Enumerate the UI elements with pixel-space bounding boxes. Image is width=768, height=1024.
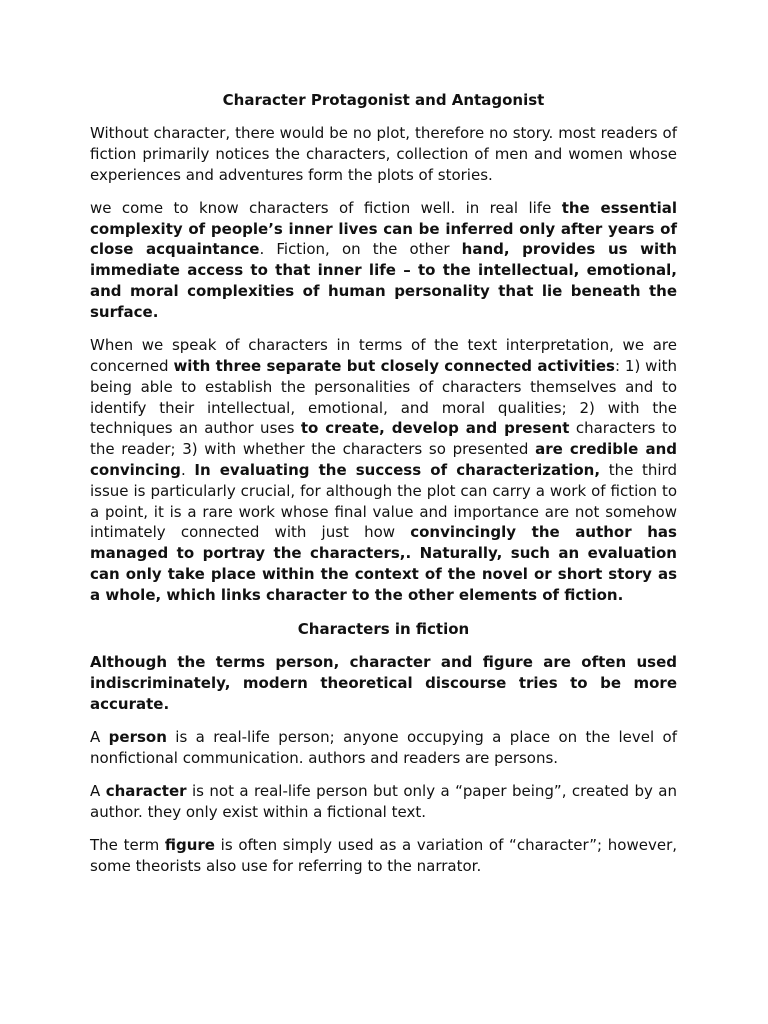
text-run: : 1) with being able to establish the personalities of characters themselves and to identify their intellectual, emotional, and moral qualities; 2) with the techniques an author uses <box>90 356 678 438</box>
paragraph-figure <box>90 835 677 877</box>
text-run: characters to the reader; 3) with whether the characters so presented <box>90 419 677 459</box>
document-page <box>90 89 677 889</box>
paragraph-intro <box>90 123 677 185</box>
text-run: Without character, there would be no plot, therefore no story. most readers of fiction primarily notices the characters, collection of men and women whose experiences and adventures form the plots of stories. <box>90 124 677 184</box>
bold-text-run: convincingly the author has managed to portray the characters,. Naturally, such an evaluation can only take place within the context of the novel or short story as a whole, which links character to the other elements of fiction. <box>90 523 677 604</box>
section-heading: Characters in fiction <box>297 620 470 639</box>
text-run: is a real-life person; anyone occupying a place on the level of nonfictional communication. authors and readers are persons. <box>90 727 678 767</box>
bold-text-run: are credible and convincing <box>90 440 677 479</box>
bold-text-run: character <box>105 782 187 801</box>
text-run: is often simply used as a variation of “character”; however, some theorists also use for referring to the narrator. <box>90 836 678 875</box>
paragraph-terms <box>90 652 677 714</box>
document-title: Character Protagonist and Antagonist <box>222 91 545 109</box>
text-run: A <box>90 782 106 801</box>
bold-text-run: In evaluating the success of characterization, <box>194 460 601 479</box>
text-run: When we speak of characters in terms of the text interpretation, we are concerned <box>90 336 677 375</box>
bold-text-run: Although the terms person, character and figure are often used indiscriminately, modern theoretical discourse tries to be more accurate. <box>90 653 677 713</box>
text-run: . <box>180 460 195 479</box>
paragraph-person <box>90 727 677 769</box>
text-run: the third issue is particularly crucial, for although the plot can carry a work of fiction to a point, it is a rare work whose final value and importance are not somehow intimately connected with just how <box>90 460 677 542</box>
paragraph-inner-life <box>90 198 677 323</box>
text-run: The term <box>90 836 165 855</box>
bold-text-run: person <box>108 727 167 746</box>
text-run: . Fiction, on the other <box>259 240 462 259</box>
text-run: A <box>90 727 109 746</box>
text-run: we come to know characters of fiction well. in real life <box>90 198 562 217</box>
bold-text-run: figure <box>164 836 215 855</box>
bold-text-run: with three separate but closely connected activities <box>173 356 615 375</box>
paragraph-activities <box>90 335 677 605</box>
bold-text-run: the essential complexity of people’s inner lives can be inferred only after years of close acquaintance <box>90 198 677 259</box>
bold-text-run: hand, provides us with immediate access to that inner life – to the intellectual, emotional, and moral complexities of human personality that lie beneath the surface. <box>90 240 677 321</box>
paragraph-character <box>90 781 677 823</box>
bold-text-run: to create, develop and present <box>300 419 570 438</box>
text-run: is not a real-life person but only a “paper being”, created by an author. they only exist within a fictional text. <box>90 782 677 821</box>
